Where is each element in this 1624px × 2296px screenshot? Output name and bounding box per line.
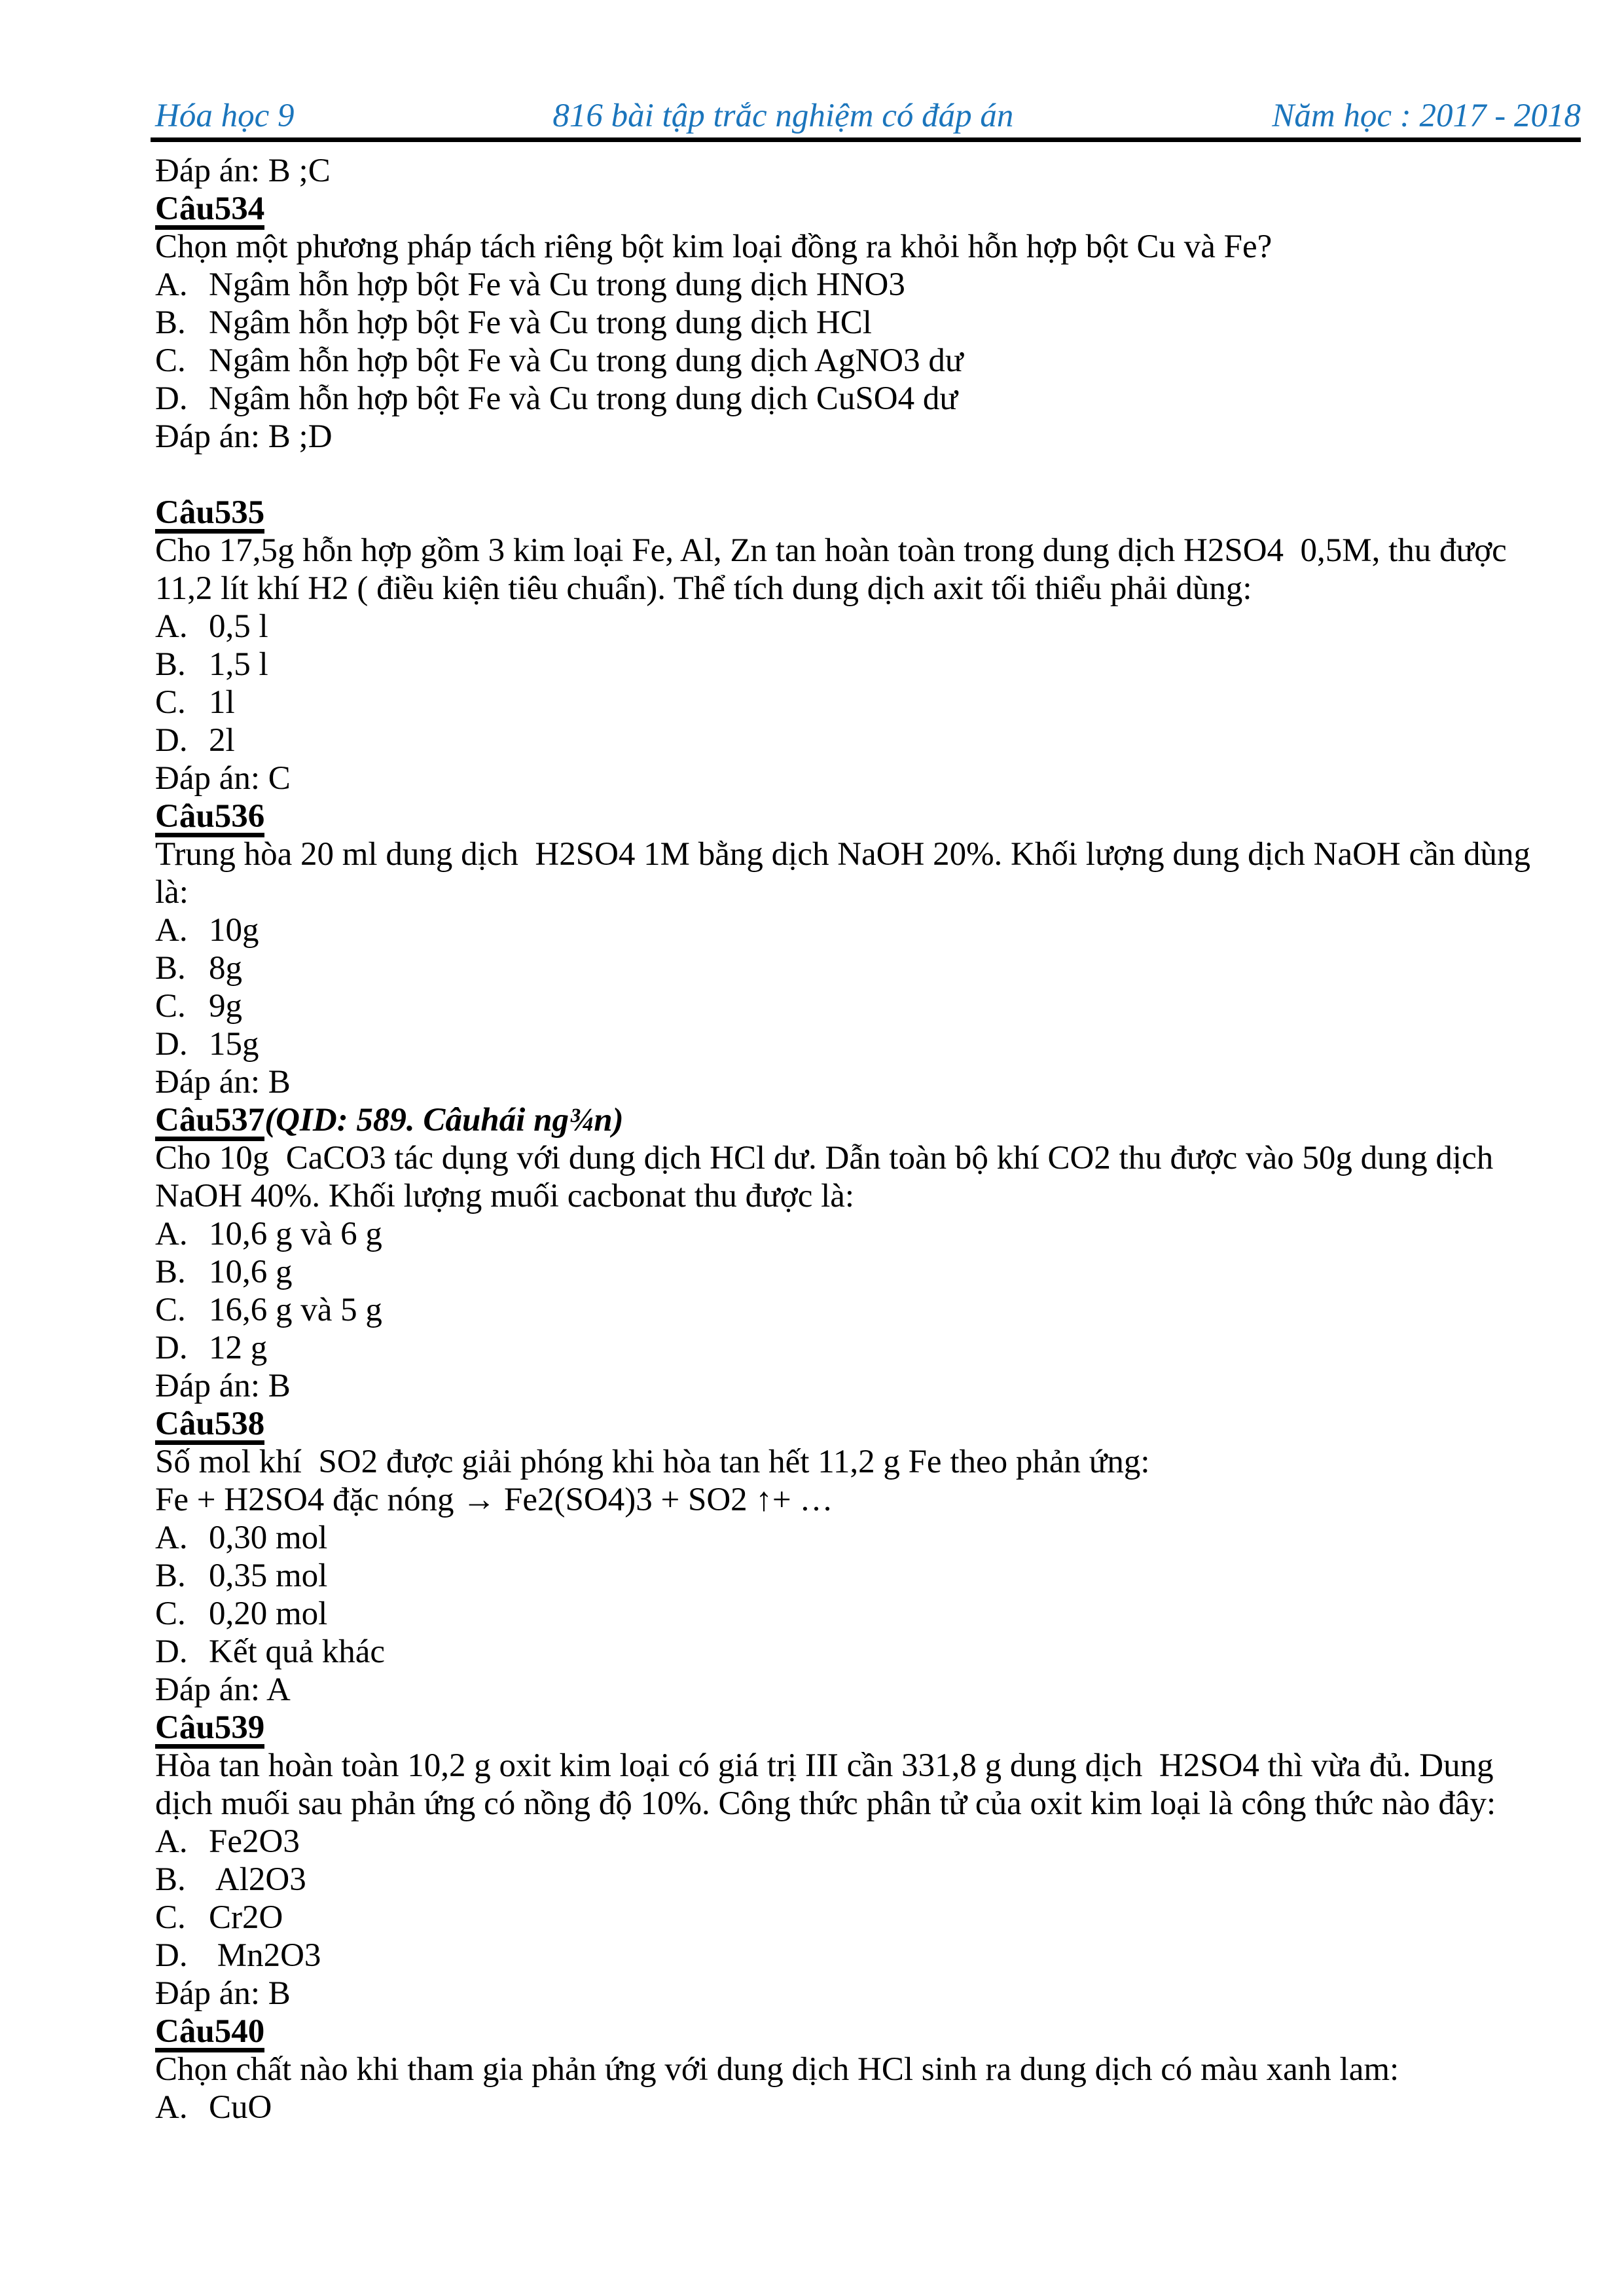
option-label: A. (155, 1520, 188, 1556)
option-label: D. (155, 380, 188, 417)
option-label: C. (155, 342, 186, 379)
question-number: Câu537 (155, 1104, 264, 1141)
question-text-line: 11,2 lít khí H2 ( điều kiện tiêu chuẩn). Thể tích dung dịch axit tối thiểu phải dùng: (155, 570, 1252, 607)
question-heading-suffix: (QID: 589. Câuhái ng¾n) (264, 1102, 624, 1139)
option-label: D. (155, 1633, 188, 1670)
option-line (155, 608, 1598, 646)
option-line (155, 1937, 1598, 1975)
question-number: Câu536 (155, 800, 264, 837)
option-label: D. (155, 722, 188, 759)
question-text-line: Chọn chất nào khi tham gia phản ứng với dung dịch HCl sinh ra dung dịch có màu xanh lam: (155, 2051, 1399, 2088)
question-heading (155, 2013, 1598, 2050)
header-school-year: Năm học : 2017 - 2018 (1272, 98, 1581, 134)
option-label: D. (155, 1330, 188, 1366)
option-label: C. (155, 1292, 186, 1328)
option-label: A. (155, 2089, 188, 2126)
header-course: Hóa học 9 (155, 98, 295, 134)
answer-line: Đáp án: A (155, 1671, 291, 1708)
option-line (155, 646, 1598, 683)
option-line (155, 1329, 1598, 1367)
page-header (155, 97, 1581, 135)
option-text: CuO (209, 2089, 272, 2126)
option-label: B. (155, 646, 186, 683)
option-text: 15g (209, 1026, 259, 1063)
option-line (155, 1899, 1598, 1937)
question-heading (155, 190, 1598, 228)
equation-line: Fe + H2SO4 đặc nóng → Fe2(SO4)3 + SO2 ↑+ … (155, 1482, 833, 1518)
question-number: Câu535 (155, 496, 264, 534)
option-text: Kết quả khác (209, 1633, 386, 1670)
option-line (155, 987, 1598, 1025)
question-text-line: Trung hòa 20 ml dung dịch H2SO4 1M bằng dịch NaOH 20%. Khối lượng dung dịch NaOH cần dùng (155, 836, 1531, 873)
option-text: 9g (209, 988, 242, 1025)
option-text: Cr2O (209, 1899, 283, 1936)
option-line (155, 342, 1598, 380)
answer-line: Đáp án: B (155, 1064, 291, 1101)
option-text: 8g (209, 950, 242, 987)
answer-line: Đáp án: B (155, 1368, 291, 1404)
option-text: 0,5 l (209, 608, 268, 645)
question-number: Câu540 (155, 2015, 264, 2052)
question-number: Câu538 (155, 1408, 264, 1445)
option-text: 0,35 mol (209, 1558, 328, 1594)
question-heading (155, 494, 1598, 532)
option-label: A. (155, 912, 188, 949)
option-text: 10,6 g (209, 1254, 293, 1290)
option-text: 2l (209, 722, 235, 759)
option-line (155, 1025, 1598, 1063)
option-line (155, 1291, 1598, 1329)
option-line (155, 1823, 1598, 1861)
question-text-line: dịch muối sau phản ứng có nồng độ 10%. Công thức phân tử của oxit kim loại là công thức nào đây: (155, 1785, 1496, 1822)
question-heading (155, 1405, 1598, 1443)
option-text: 0,30 mol (209, 1520, 328, 1556)
option-line (155, 911, 1598, 949)
answer-line: Đáp án: B ;D (155, 418, 333, 455)
option-line (155, 304, 1598, 342)
option-line (155, 380, 1598, 418)
option-label: C. (155, 684, 186, 721)
option-label: D. (155, 1937, 188, 1974)
option-label: C. (155, 1595, 186, 1632)
option-text: Mn2O3 (209, 1937, 321, 1974)
option-label: A. (155, 1823, 188, 1860)
answer-line: Đáp án: B ;C (155, 153, 331, 189)
header-title: 816 bài tập trắc nghiệm có đáp án (552, 98, 1014, 134)
option-text: Ngâm hỗn hợp bột Fe và Cu trong dung dịch AgNO3 dư (209, 342, 964, 379)
option-line (155, 683, 1598, 721)
question-heading (155, 1101, 1598, 1139)
question-text-line: Số mol khí SO2 được giải phóng khi hòa tan hết 11,2 g Fe theo phản ứng: (155, 1444, 1150, 1480)
option-label: A. (155, 1216, 188, 1252)
option-line (155, 1519, 1598, 1557)
question-number: Câu534 (155, 192, 264, 230)
question-heading (155, 797, 1598, 835)
option-line (155, 1253, 1598, 1291)
option-label: B. (155, 1558, 186, 1594)
option-text: 1l (209, 684, 235, 721)
option-text: 10g (209, 912, 259, 949)
option-label: A. (155, 266, 188, 303)
option-line (155, 1861, 1598, 1899)
option-text: Fe2O3 (209, 1823, 300, 1860)
question-number: Câu539 (155, 1711, 264, 1749)
header-rule (151, 137, 1581, 142)
question-text-line: Chọn một phương pháp tách riêng bột kim loại đồng ra khỏi hỗn hợp bột Cu và Fe? (155, 228, 1272, 265)
option-text: Ngâm hỗn hợp bột Fe và Cu trong dung dịch HCl (209, 304, 872, 341)
option-line (155, 1595, 1598, 1633)
option-text: 10,6 g và 6 g (209, 1216, 382, 1252)
option-text: Ngâm hỗn hợp bột Fe và Cu trong dung dịch HNO3 (209, 266, 905, 303)
option-line (155, 266, 1598, 304)
option-text: Al2O3 (209, 1861, 306, 1898)
option-line (155, 2088, 1598, 2126)
question-text-line: Cho 17,5g hỗn hợp gồm 3 kim loại Fe, Al, Zn tan hoàn toàn trong dung dịch H2SO4 0,5M, thu được (155, 532, 1507, 569)
blank-line (155, 456, 1598, 494)
option-line (155, 721, 1598, 759)
option-line (155, 1633, 1598, 1671)
option-label: B. (155, 304, 186, 341)
question-text-line: Hòa tan hoàn toàn 10,2 g oxit kim loại có giá trị III cần 331,8 g dung dịch H2SO4 thì vừa đủ. Dung (155, 1747, 1494, 1784)
option-text: 0,20 mol (209, 1595, 328, 1632)
option-text: Ngâm hỗn hợp bột Fe và Cu trong dung dịch CuSO4 dư (209, 380, 958, 417)
option-label: C. (155, 1899, 186, 1936)
option-text: 12 g (209, 1330, 268, 1366)
option-text: 16,6 g và 5 g (209, 1292, 382, 1328)
option-text: 1,5 l (209, 646, 268, 683)
question-text-line: là: (155, 874, 189, 911)
question-heading (155, 1709, 1598, 1747)
answer-line: Đáp án: B (155, 1975, 291, 2012)
option-label: B. (155, 950, 186, 987)
question-text-line: Cho 10g CaCO3 tác dụng với dung dịch HCl dư. Dẫn toàn bộ khí CO2 thu được vào 50g dung dịch (155, 1140, 1494, 1176)
option-label: D. (155, 1026, 188, 1063)
answer-line: Đáp án: C (155, 760, 291, 797)
option-line (155, 949, 1598, 987)
option-label: A. (155, 608, 188, 645)
option-label: B. (155, 1254, 186, 1290)
question-text-line: NaOH 40%. Khối lượng muối cacbonat thu được là: (155, 1178, 855, 1214)
option-label: C. (155, 988, 186, 1025)
option-line (155, 1557, 1598, 1595)
option-line (155, 1215, 1598, 1253)
option-label: B. (155, 1861, 186, 1898)
document-body (155, 152, 1598, 2126)
